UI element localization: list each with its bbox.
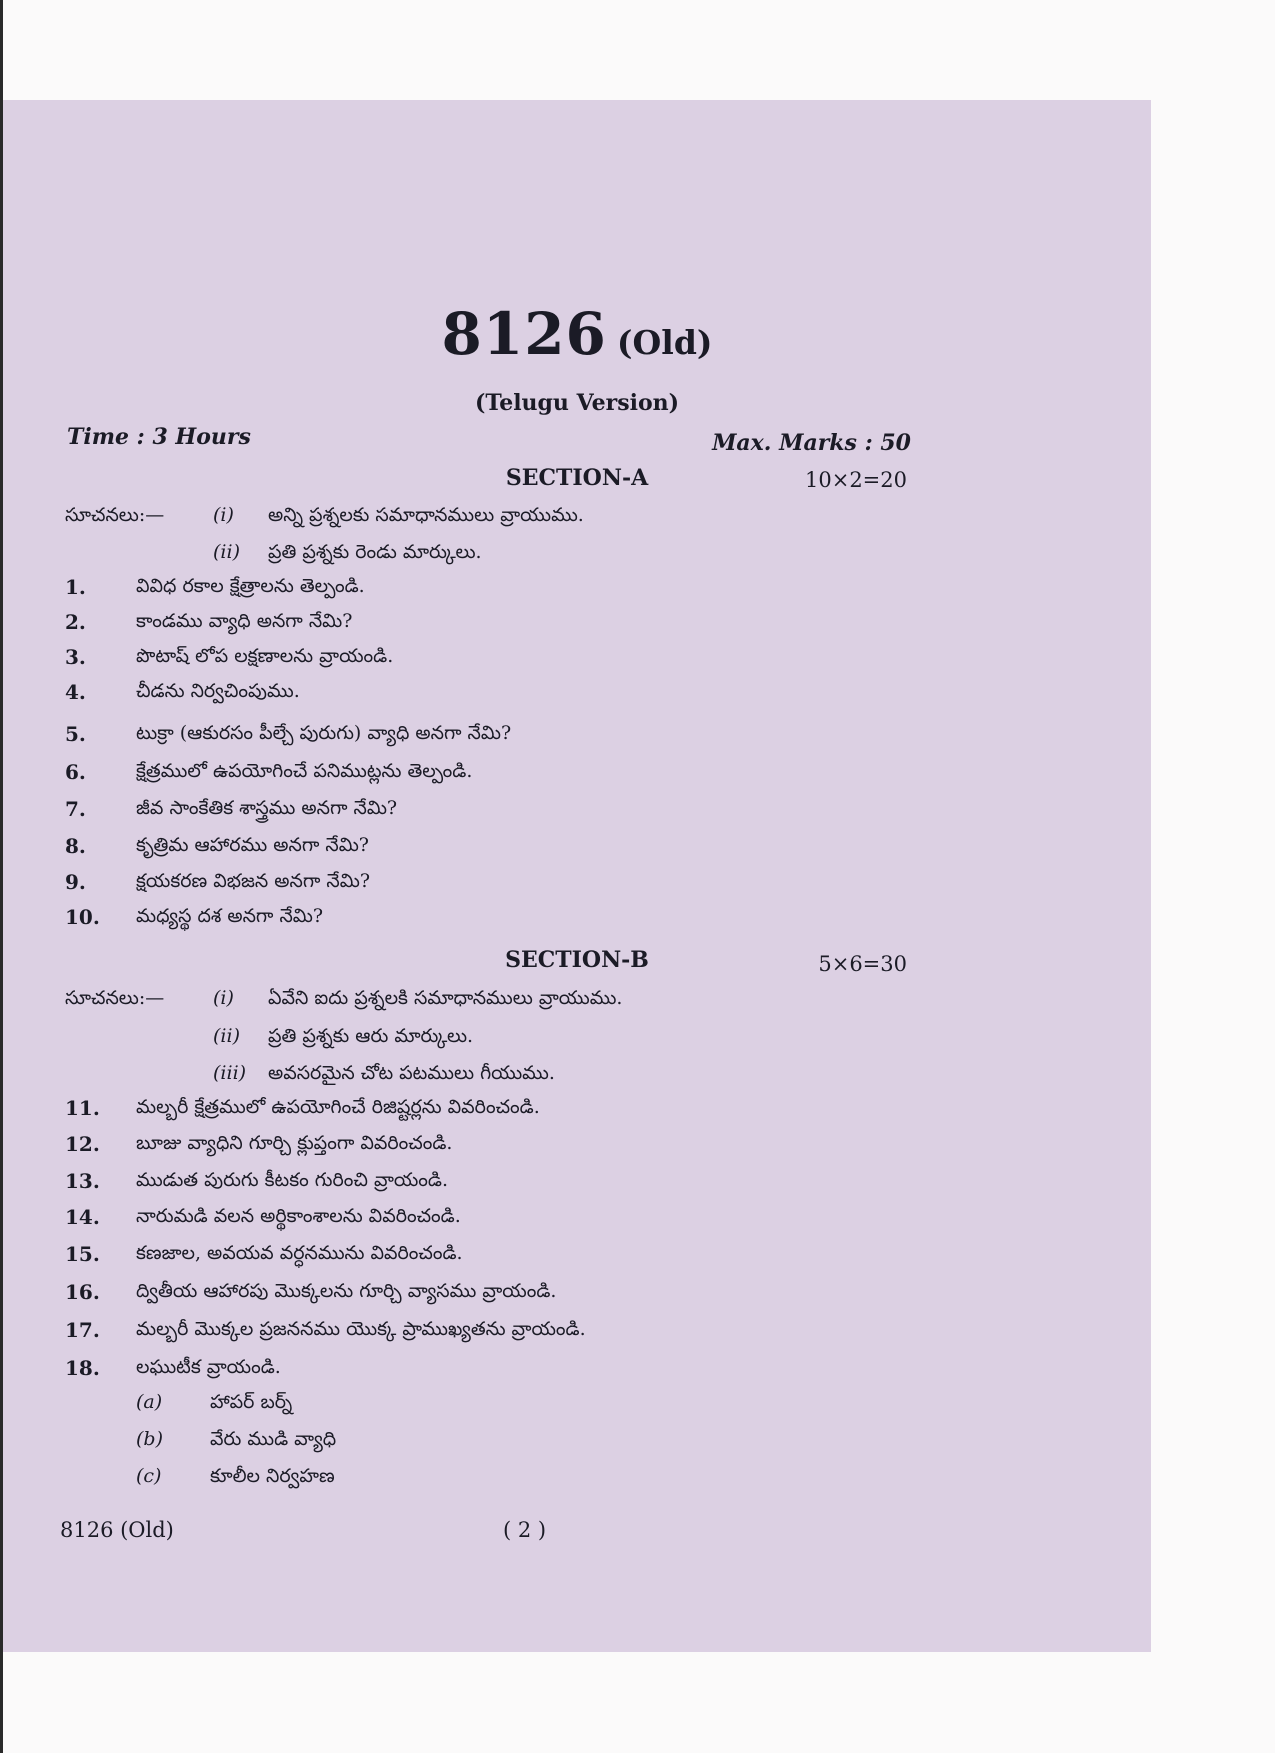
section-b-title: SECTION-B (505, 947, 649, 973)
instruction-number: (i) (213, 987, 234, 1009)
sub-item-text: కూలీల నిర్వహణ (210, 1465, 335, 1487)
instruction-text: ఏవేని ఐదు ప్రశ్నలకి సమాధానములు వ్రాయుము. (268, 987, 623, 1009)
question-text: మధ్యస్థ దశ అనగా నేమి? (136, 905, 324, 927)
question-text: లఘుటీక వ్రాయండి. (136, 1356, 281, 1378)
section-a-title: SECTION-A (505, 465, 649, 491)
question-text: పొటాష్ లోప లక్షణాలను వ్రాయండి. (136, 645, 394, 667)
time-label: Time : 3 Hours (67, 424, 251, 450)
question-text: కాండము వ్యాధి అనగా నేమి? (136, 610, 353, 632)
question-number: 4. (65, 680, 86, 704)
question-text: ముడుత పురుగు కీటకం గురించి వ్రాయండి. (136, 1169, 449, 1191)
section-a-instructions-label: సూచనలు:— (65, 504, 165, 526)
footer-paper-code: 8126 (Old) (60, 1518, 174, 1542)
instruction-text: అవసరమైన చోట పటములు గీయుము. (268, 1062, 555, 1084)
instruction-number: (i) (213, 504, 234, 526)
instruction-text: ప్రతి ప్రశ్నకు రెండు మార్కులు. (268, 541, 482, 563)
question-number: 15. (65, 1242, 100, 1266)
paper-code (3, 300, 1151, 368)
question-text: మల్బరీ క్షేత్రములో ఉపయోగించే రిజిష్టర్లను వివరించండి. (136, 1096, 540, 1118)
paper-tag: (Old) (616, 323, 713, 362)
question-text: చీడను నిర్వచింపుము. (136, 680, 300, 702)
question-number: 5. (65, 722, 86, 746)
question-paper (3, 100, 1151, 1652)
question-number: 10. (65, 905, 100, 929)
question-text: ద్వితీయ ఆహారపు మొక్కలను గూర్చి వ్యాసము వ్రాయండి. (136, 1280, 557, 1302)
question-text: క్షయకరణ విభజన అనగా నేమి? (136, 870, 370, 892)
question-number: 6. (65, 760, 86, 784)
question-text: కృత్రిమ ఆహారము అనగా నేమి? (136, 834, 369, 856)
question-number: 7. (65, 797, 86, 821)
sub-item-text: హాపర్ బర్న్ (210, 1391, 293, 1413)
paper-number: 8126 (441, 300, 607, 368)
section-b-marks: 5×6=30 (818, 952, 907, 976)
version-label: (Telugu Version) (474, 390, 680, 416)
question-text: కణజాల, అవయవ వర్ధనమును వివరించండి. (136, 1242, 463, 1264)
question-text: నారుమడి వలన అర్థికాంశాలను వివరించండి. (136, 1205, 461, 1227)
question-number: 11. (65, 1096, 100, 1120)
question-number: 14. (65, 1205, 100, 1229)
question-text: మల్బరీ మొక్కల ప్రజననము యొక్క ప్రాముఖ్యతను వ్రాయండి. (136, 1318, 586, 1340)
instruction-number: (ii) (213, 541, 240, 563)
instruction-number: (ii) (213, 1025, 240, 1047)
question-number: 9. (65, 870, 86, 894)
question-text: క్షేత్రములో ఉపయోగించే పనిముట్లను తెల్పండి. (136, 760, 473, 782)
instruction-text: ప్రతి ప్రశ్నకు ఆరు మార్కులు. (268, 1025, 474, 1047)
instruction-text: అన్ని ప్రశ్నలకు సమాధానములు వ్రాయుము. (268, 504, 584, 526)
section-a-marks: 10×2=20 (805, 468, 907, 492)
section-b-instructions-label: సూచనలు:— (65, 987, 165, 1009)
question-number: 1. (65, 575, 86, 599)
sub-item-label: (c) (136, 1465, 162, 1487)
sub-item-label: (b) (136, 1428, 163, 1450)
question-number: 16. (65, 1280, 100, 1304)
instruction-number: (iii) (213, 1062, 247, 1084)
question-number: 2. (65, 610, 86, 634)
question-number: 13. (65, 1169, 100, 1193)
question-text: బూజు వ్యాధిని గూర్చి క్లుప్తంగా వివరించండి. (136, 1132, 453, 1154)
question-number: 17. (65, 1318, 100, 1342)
footer-page-number: ( 2 ) (503, 1518, 547, 1542)
sub-item-label: (a) (136, 1391, 163, 1413)
question-number: 12. (65, 1132, 100, 1156)
question-text: వివిధ రకాల క్షేత్రాలను తెల్పండి. (136, 575, 365, 597)
question-number: 3. (65, 645, 86, 669)
sub-item-text: వేరు ముడి వ్యాధి (210, 1428, 337, 1450)
question-text: జీవ సాంకేతిక శాస్త్రము అనగా నేమి? (136, 797, 398, 819)
question-number: 8. (65, 834, 86, 858)
max-marks-label: Max. Marks : 50 (712, 430, 911, 456)
question-text: టుక్రా (ఆకురసం పీల్చే పురుగు) వ్యాధి అనగా నేమి? (136, 722, 512, 744)
question-number: 18. (65, 1356, 100, 1380)
